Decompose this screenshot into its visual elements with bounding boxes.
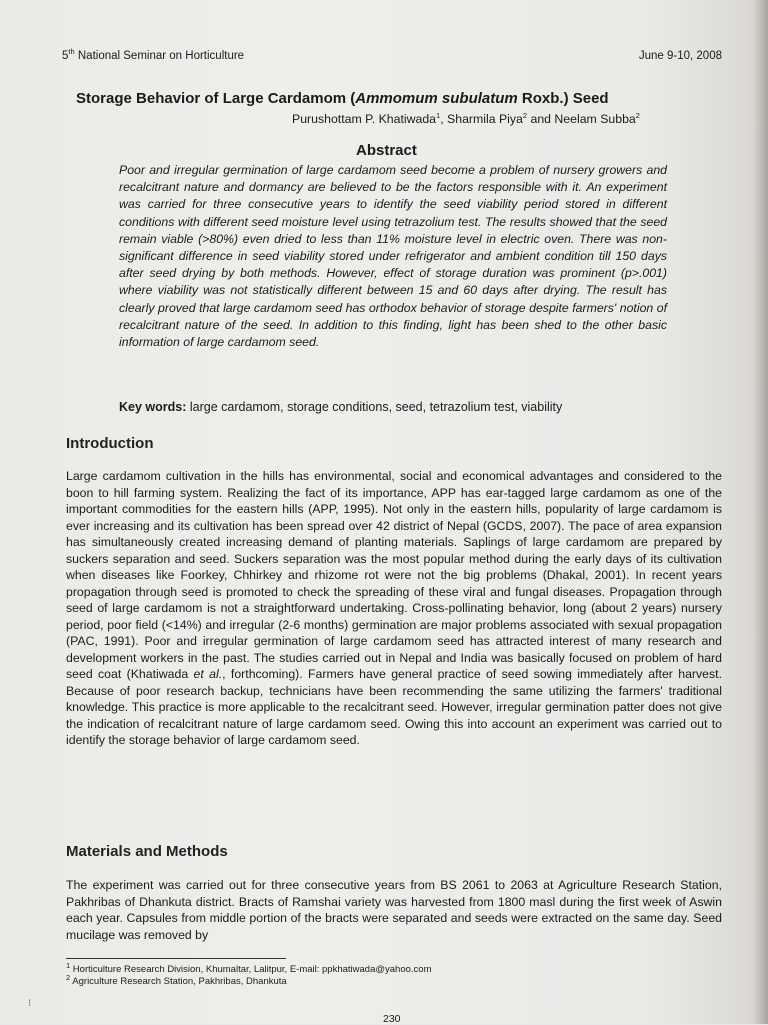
page-edge-shadow xyxy=(754,0,768,1024)
introduction-text: Large cardamom cultivation in the hills has environmental, social and economical advantages and considered to the boon to hill farming system. Realizing the fact of its importance, APP has ear-tagged large cardamom as one of the important commodities for the eastern hills (APP, 1995). Not only in the eastern hills, popularity of large cardamom is ever increasing and its cultivation has been spread over 42 district of Nepal (GCDS, 2007). The pace of area expansion has simultaneously created increasing demand of planting materials. Saplings of large cardamom are prepared by suckers separation and seed. Suckers separation was the most popular method during the early days of its cultivation when diseases like Foorkey, Chhirkey and rhizome rot were not the big problems (Dhakal, 2001). In recent years propagation through seed is promoted to check the spreading of these viral and fungal diseases. Propagation through seed of large cardamom is not a straightforward undertaking. Cross-pollinating behavior, long (about 2 years) nursery period, poor field (<14%) and irregular (2-6 months) germination are major problems associated with sexual propagation (PAC, 1991). Poor and irregular germination of large cardamom seed has attracted interest of many research and development workers in the past. The studies carried out in Nepal and India was basically focused on problem of hard seed coat (Khatiwada et al., forthcoming). Farmers have general practice of seed sowing immediately after harvest. Because of poor research backup, technicians have been recommending the same utilizing the farmers' traditional knowledge. This practice is more applicable to the recalcitrant seed. However, irregular germination patter does not give the indication of recalcitrant nature of large cardamom seed. Owing this into account an experiment was carried out to identify the storage behavior of large cardamom seed. xyxy=(66,469,722,747)
seminar-name: 5th National Seminar on Horticulture xyxy=(62,47,245,62)
page-number: 230 xyxy=(383,1013,401,1025)
keywords: Key words: large cardamom, storage conditions, seed, tetrazolium test, viability xyxy=(119,400,563,414)
introduction-heading: Introduction xyxy=(66,435,154,452)
abstract-text: Poor and irregular germination of large cardamom seed become a problem of nursery growers and recalcitrant nature and dormancy are believed to be the factors responsible with it. An experiment was carried for three consecutive years to identify the seed viability period stored in different conditions with different seed moisture level using tetrazolium test. The results showed that the seed remain viable (>80%) even dried to less than 11% moisture level in electric oven. There was non-significant difference in seed viability stored under refrigerator and ambient condition till 150 days after seed drying by both methods. However, effect of storage duration was prominent (p>.001) where viability was not statistically different between 15 and 60 days after drying. The result has clearly proved that large cardamom seed has orthodox behavior of storage despite farmers' notion of recalcitrant nature of the seed. In addition to this finding, light has been shed to the other basic information of large cardamom seed. xyxy=(119,163,667,350)
paper-title: Storage Behavior of Large Cardamom (Ammomum subulatum Roxb.) Seed xyxy=(76,90,609,107)
footnotes xyxy=(66,960,666,988)
methods-text: The experiment was carried out for three consecutive years from BS 2061 to 2063 at Agriculture Research Station, Pakhribas of Dhankuta district. Bracts of Ramshai variety was harvested from 1800 masl during the first week of Aswin each year. Capsules from middle portion of the bracts were separated and seeds were extracted on the same day. Seed mucilage was removed by xyxy=(66,878,722,942)
abstract-heading: Abstract xyxy=(356,142,417,159)
author-list: Purushottam P. Khatiwada$^1$, Sharmila Piya$^2$ and Neelam Subba$^2$ xyxy=(292,110,640,126)
footnote-1: $^1$ Horticulture Research Division, Khumaltar, Lalitpur, E-mail: ppkhatiwada@yahoo.com xyxy=(66,960,432,975)
footnote-rule xyxy=(66,958,286,959)
seminar-date: June 9-10, 2008 xyxy=(638,50,722,62)
running-header xyxy=(62,47,722,70)
footnote-2: $^2$ Agriculture Research Station, Pakhribas, Dhankuta xyxy=(66,972,287,987)
methods-heading: Materials and Methods xyxy=(66,843,228,860)
scan-speck: ⁝ xyxy=(28,998,32,1009)
